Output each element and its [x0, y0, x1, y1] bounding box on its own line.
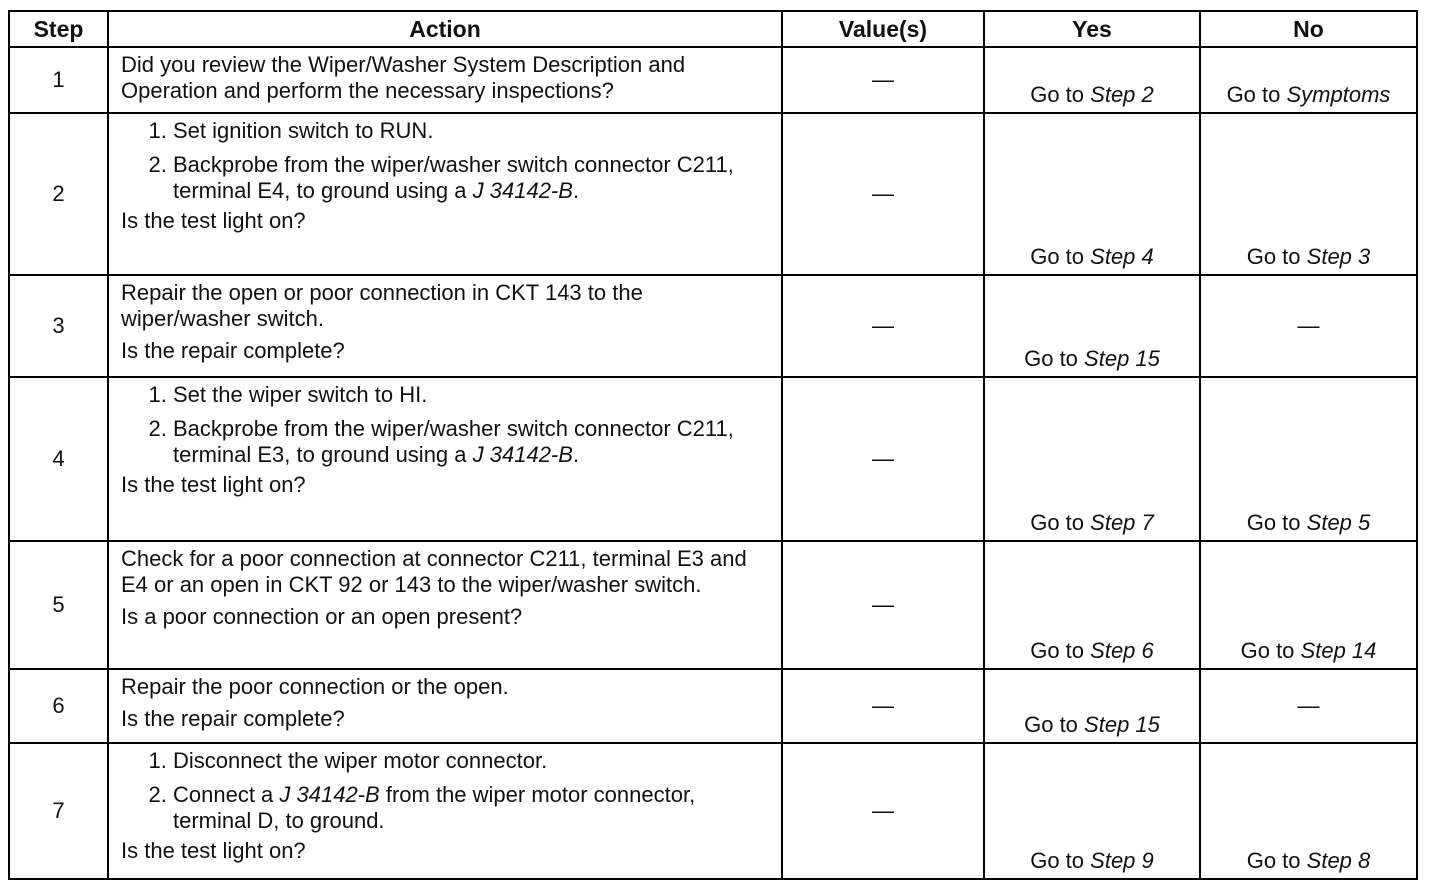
action-step-item: 2. Backprobe from the wiper/washer switch connector C211, terminal E4, to ground using a J 34142-B. — [173, 152, 771, 204]
diagnostic-table — [8, 10, 1418, 880]
action-text: Repair the poor connection or the open. — [121, 674, 509, 699]
no-target: Step 14 — [1300, 638, 1377, 663]
action-cell — [108, 113, 782, 275]
action-cell — [108, 377, 782, 541]
value-cell: — — [782, 541, 984, 669]
go-to-label: Go to — [1024, 346, 1078, 371]
action-question: Is the repair complete? — [121, 706, 345, 731]
yes-target: Step 4 — [1090, 244, 1154, 269]
go-to-label: Go to — [1226, 82, 1281, 107]
step-number: 5 — [9, 541, 108, 669]
table-row — [9, 47, 1417, 113]
header-no: No — [1200, 11, 1417, 47]
action-cell — [108, 743, 782, 879]
yes-target: Step 15 — [1084, 712, 1160, 737]
no-target: Step 8 — [1306, 848, 1371, 873]
header-action: Action — [108, 11, 782, 47]
header-row — [9, 11, 1417, 47]
action-cell — [108, 541, 782, 669]
yes-cell — [984, 113, 1200, 275]
value-cell: — — [782, 669, 984, 743]
step-number: 4 — [9, 377, 108, 541]
table-row — [9, 669, 1417, 743]
value-cell: — — [782, 47, 984, 113]
no-cell — [1200, 377, 1417, 541]
no-cell — [1200, 541, 1417, 669]
step-number: 6 — [9, 669, 108, 743]
action-question: Is a poor connection or an open present? — [121, 604, 523, 629]
action-cell — [108, 669, 782, 743]
action-cell — [108, 275, 782, 377]
value-cell: — — [782, 743, 984, 879]
no-cell — [1200, 113, 1417, 275]
value-cell: — — [782, 275, 984, 377]
no-target: Symptoms — [1286, 82, 1391, 107]
action-steps-list — [121, 118, 771, 204]
action-step-item: 1. Set ignition switch to RUN. — [173, 118, 771, 144]
table-row — [9, 275, 1417, 377]
table-row — [9, 377, 1417, 541]
action-steps-list — [121, 382, 771, 468]
action-text: Did you review the Wiper/Washer System Description and Operation and perform the necessary inspections? — [121, 52, 686, 103]
go-to-label: Go to — [1030, 638, 1085, 663]
action-step-item: 2. Connect a J 34142-B from the wiper motor connector, terminal D, to ground. — [173, 782, 771, 834]
yes-cell — [984, 47, 1200, 113]
no-target: Step 5 — [1306, 510, 1371, 535]
header-yes: Yes — [984, 11, 1200, 47]
go-to-label: Go to — [1030, 82, 1085, 107]
action-step-item: 2. Backprobe from the wiper/washer switch connector C211, terminal E3, to ground using a J 34142-B. — [173, 416, 771, 468]
table-row — [9, 541, 1417, 669]
table-row — [9, 113, 1417, 275]
action-cell — [108, 47, 782, 113]
go-to-label: Go to — [1030, 244, 1085, 269]
yes-cell — [984, 669, 1200, 743]
yes-cell — [984, 275, 1200, 377]
action-step-item: 1. Set the wiper switch to HI. — [173, 382, 771, 408]
header-step: Step — [9, 11, 108, 47]
no-cell: — — [1200, 669, 1417, 743]
yes-cell — [984, 377, 1200, 541]
go-to-label: Go to — [1240, 638, 1295, 663]
yes-cell — [984, 743, 1200, 879]
value-cell: — — [782, 377, 984, 541]
go-to-label: Go to — [1246, 510, 1301, 535]
step-number: 7 — [9, 743, 108, 879]
no-cell: — — [1200, 275, 1417, 377]
go-to-label: Go to — [1246, 848, 1301, 873]
yes-cell — [984, 541, 1200, 669]
action-question: Is the test light on? — [121, 838, 306, 863]
action-question: Is the repair complete? — [121, 338, 345, 363]
step-number: 2 — [9, 113, 108, 275]
go-to-label: Go to — [1030, 510, 1085, 535]
action-step-item: 1. Disconnect the wiper motor connector. — [173, 748, 771, 774]
diagnostic-table-wrapper — [8, 10, 1418, 880]
action-question: Is the test light on? — [121, 208, 306, 233]
header-values: Value(s) — [782, 11, 984, 47]
tool-reference: J 34142-B — [472, 178, 573, 203]
go-to-label: Go to — [1246, 244, 1301, 269]
action-text: Repair the open or poor connection in CKT 143 to the wiper/washer switch. — [121, 280, 643, 331]
table-row — [9, 743, 1417, 879]
tool-reference: J 34142-B — [472, 442, 573, 467]
no-cell — [1200, 743, 1417, 879]
go-to-label: Go to — [1030, 848, 1085, 873]
step-number: 1 — [9, 47, 108, 113]
action-steps-list — [121, 748, 771, 834]
yes-target: Step 6 — [1090, 638, 1154, 663]
no-target: Step 3 — [1306, 244, 1371, 269]
step-number: 3 — [9, 275, 108, 377]
no-cell — [1200, 47, 1417, 113]
value-cell: — — [782, 113, 984, 275]
go-to-label: Go to — [1024, 712, 1078, 737]
action-question: Is the test light on? — [121, 472, 306, 497]
yes-target: Step 2 — [1090, 82, 1154, 107]
yes-target: Step 7 — [1090, 510, 1154, 535]
action-text: Check for a poor connection at connector C211, terminal E3 and E4 or an open in CKT 92 or 143 to the wiper/washer switch. — [121, 546, 747, 597]
tool-reference: J 34142-B — [279, 782, 380, 807]
yes-target: Step 9 — [1090, 848, 1154, 873]
yes-target: Step 15 — [1084, 346, 1160, 371]
